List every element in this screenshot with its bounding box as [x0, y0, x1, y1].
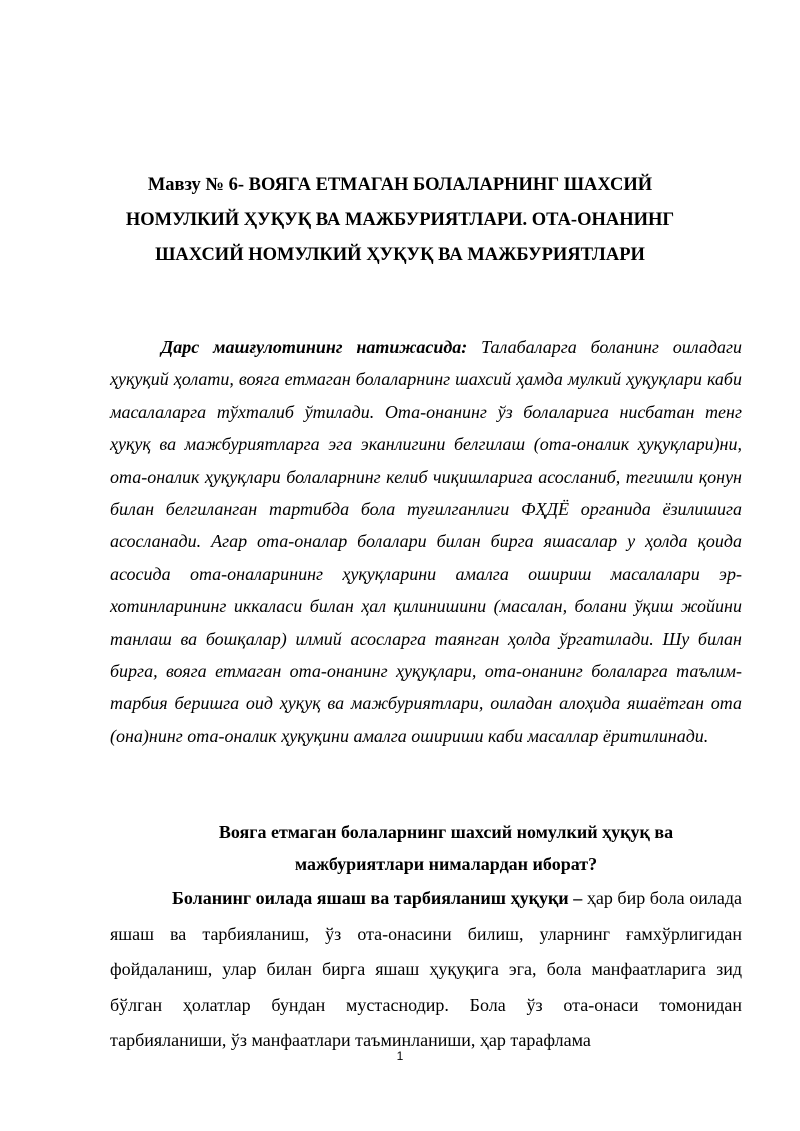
body-text: ҳар бир бола оилада яшаш ва тарбияланиш, ўз ота-онасини билиш, уларнинг ғамхўрлигидан фойдаланиш, улар билан бирга яшаш ҳуқуқига эга, бола манфаатларига зид бўлган ҳолатлар бундан мустаснодир. Бола ўз ота-онаси томонидан тарбияланиши, ўз манфаатлари таъминланиши, ҳар тарафлама [110, 888, 742, 1050]
title-line: ШАХСИЙ НОМУЛКИЙ ҲУҚУҚ ВА МАЖБУРИЯТЛАРИ [155, 245, 645, 265]
page-number: 1 [396, 1049, 404, 1063]
intro-text: Талабаларга боланинг оиладаги ҳуқуқий ҳолати, вояга етмаган болаларнинг шахсий ҳамда мулкий ҳуқуқлари каби масалаларга тўхталиб ўтилади. Ота-онанинг ўз болаларига нисбатан тенг ҳуқуқ ва мажбуриятларга эга эканлигини белгилаш (ота-оналик ҳуқуқлари)ни, ота-оналик ҳуқуқлари болаларнинг келиб чиқишларига асосланиб, тегишли қонун билан белгиланган тартибда бола туғилганлиги ФҲДЁ органида ёзилишига асосланади. Агар ота-оналар болалари билан бирга яшасалар у ҳолда қоида асосида ота-оналарининг ҳуқуқларини амалга ошириш масалалари эр-хотинларининг иккаласи билан ҳал қилинишини (масалан, болани ўқиш жойини танлаш ва бошқалар) илмий асосларга таянган ҳолда ўргатилади. Шу билан бирга, вояга етмаган ота-онанинг ҳуқуқлари, ота-онанинг болаларга таълим-тарбия беришга оид ҳуқуқ ва мажбуриятлари, оиладан алоҳида яшаётган ота (она)нинг ота-оналик ҳуқуқини амалга ошириши каби масаллар ёритилинади. [110, 337, 743, 746]
section-heading-line: мажбуриятлари нималардан иборат? [294, 854, 598, 874]
intro-lead: Дарс машғулотининг натижасида: [161, 337, 468, 357]
body-paragraph [110, 881, 742, 1059]
page-title [110, 168, 690, 273]
title-line: Мавзу № 6- ВОЯГА ЕТМАГАН БОЛАЛАРНИНГ ШАХСИЙ [147, 175, 653, 195]
title-line: НОМУЛКИЙ ҲУҚУҚ ВА МАЖБУРИЯТЛАРИ. ОТА-ОНАНИНГ [125, 210, 675, 230]
body-lead: Боланинг оилада яшаш ва тарбияланиш ҳуқуқи – [172, 888, 583, 908]
section-heading-line: Вояга етмаган болаларнинг шахсий номулкий ҳуқуқ ва [218, 822, 674, 842]
section-heading [110, 816, 742, 880]
intro-paragraph [110, 331, 742, 752]
